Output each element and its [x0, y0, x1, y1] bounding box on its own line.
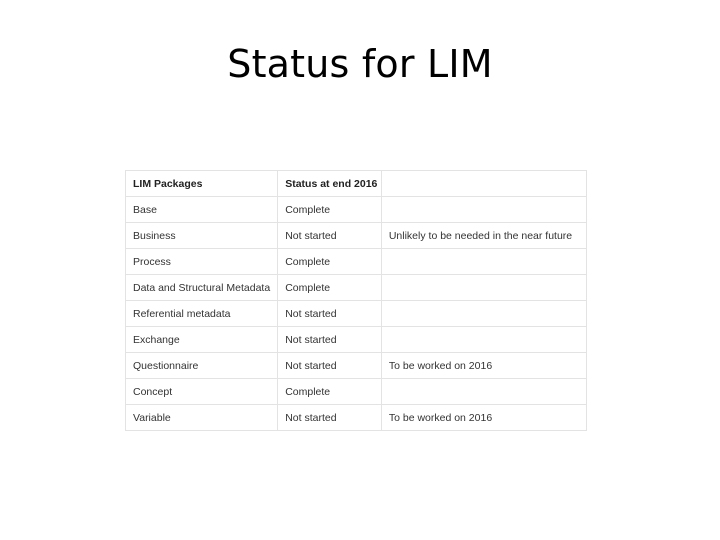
header-status: Status at end 2016: [278, 171, 382, 197]
status-cell: Not started: [278, 223, 382, 249]
package-cell: Process: [126, 249, 278, 275]
lim-status-table: [125, 170, 587, 431]
status-cell: Complete: [278, 197, 382, 223]
table-header-row: [126, 171, 587, 197]
header-lim-packages: LIM Packages: [126, 171, 278, 197]
note-cell: [381, 275, 586, 301]
note-cell: [381, 327, 586, 353]
table-row: [126, 223, 587, 249]
package-cell: Concept: [126, 379, 278, 405]
status-cell: Not started: [278, 327, 382, 353]
status-cell: Not started: [278, 353, 382, 379]
note-cell: To be worked on 2016: [381, 353, 586, 379]
package-cell: Business: [126, 223, 278, 249]
header-notes: [381, 171, 586, 197]
note-cell: [381, 379, 586, 405]
status-cell: Complete: [278, 275, 382, 301]
note-cell: To be worked on 2016: [381, 405, 586, 431]
table-row: [126, 405, 587, 431]
status-cell: Complete: [278, 249, 382, 275]
package-cell: Questionnaire: [126, 353, 278, 379]
note-cell: [381, 249, 586, 275]
note-cell: [381, 197, 586, 223]
package-cell: Variable: [126, 405, 278, 431]
table-row: [126, 353, 587, 379]
package-cell: Referential metadata: [126, 301, 278, 327]
slide-title: Status for LIM: [227, 42, 493, 86]
table-row: [126, 249, 587, 275]
table-row: [126, 379, 587, 405]
table-row: [126, 327, 587, 353]
package-cell: Data and Structural Metadata: [126, 275, 278, 301]
note-cell: [381, 301, 586, 327]
table-row: [126, 275, 587, 301]
package-cell: Exchange: [126, 327, 278, 353]
status-cell: Complete: [278, 379, 382, 405]
package-cell: Base: [126, 197, 278, 223]
note-cell: Unlikely to be needed in the near future: [381, 223, 586, 249]
status-cell: Not started: [278, 301, 382, 327]
table-row: [126, 197, 587, 223]
status-cell: Not started: [278, 405, 382, 431]
table-row: [126, 301, 587, 327]
